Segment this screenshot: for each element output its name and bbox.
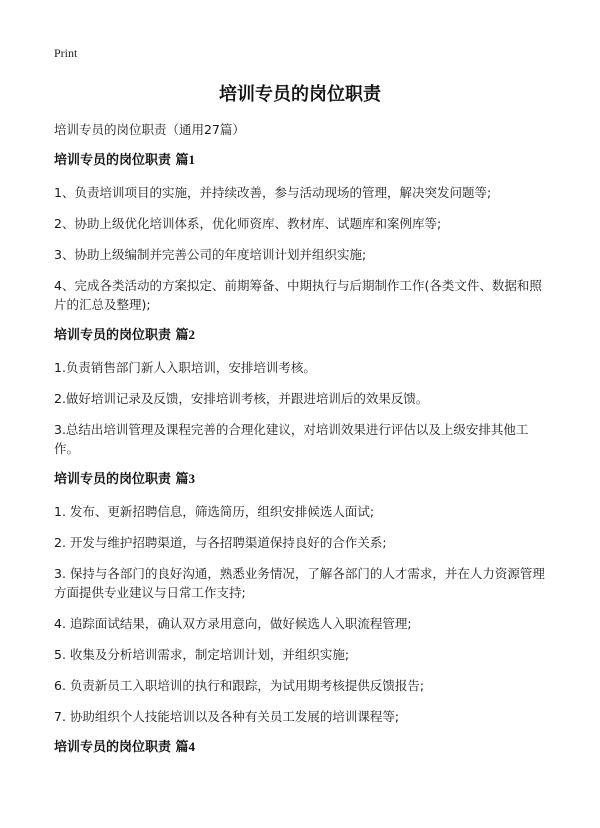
list-item: 4. 追踪面试结果，确认双方录用意向，做好候选人入职流程管理; [54, 616, 412, 631]
list-item: 2.做好培训记录及反馈，安排培训考核，并跟进培训后的效果反馈。 [54, 391, 429, 406]
list-item: 1、负责培训项目的实施，并持续改善，参与活动现场的管理，解决突发问题等; [54, 185, 492, 200]
print-label: Print [54, 46, 78, 60]
section-heading-suffix: 篇2 [175, 327, 196, 342]
section-1 [54, 151, 548, 314]
list-item: 2. 开发与维护招聘渠道，与各招聘渠道保持良好的合作关系; [54, 535, 387, 550]
intro-line: 培训专员的岗位职责（通用27篇） [54, 122, 245, 137]
list-item: 2、协助上级优化培训体系，优化师资库、教材库、试题库和案例库等; [54, 216, 442, 231]
list-item: 1.负责销售部门新人入职培训，安排培训考核。 [54, 360, 316, 375]
section-heading [54, 470, 548, 489]
section-heading [54, 326, 548, 345]
section-heading [54, 151, 548, 170]
section-heading-text: 培训专员的岗位职责 [54, 153, 172, 168]
list-item: 3、协助上级编制并完善公司的年度培训计划并组织实施; [54, 247, 367, 262]
document-body [54, 121, 548, 770]
list-item: 7. 协助组织个人技能培训以及各种有关员工发展的培训课程等; [54, 709, 400, 724]
section-heading-text: 培训专员的岗位职责 [54, 740, 172, 755]
list-item: 3. 保持与各部门的良好沟通，熟悉业务情况，了解各部门的人才需求，并在人力资源管理方面提供专业建议与日常工作支持; [54, 566, 545, 600]
section-3 [54, 470, 548, 726]
section-heading-text: 培训专员的岗位职责 [54, 328, 172, 343]
list-item: 3.总结出培训管理及课程完善的合理化建议，对培训效果进行评估以及上级安排其他工作。 [54, 422, 529, 456]
section-heading-suffix: 篇1 [175, 152, 196, 167]
section-heading-suffix: 篇4 [175, 739, 196, 754]
list-item: 5. 收集及分析培训需求，制定培训计划，并组织实施; [54, 647, 350, 662]
section-2 [54, 326, 548, 458]
document-title: 培训专员的岗位职责 [219, 84, 381, 105]
section-heading [54, 738, 548, 757]
list-item: 6. 负责新员工入职培训的执行和跟踪，为试用期考核提供反馈报告; [54, 678, 425, 693]
list-item: 4、完成各类活动的方案拟定、前期筹备、中期执行与后期制作工作(各类文件、数据和照片的汇总及整理); [54, 278, 542, 312]
list-item: 1. 发布、更新招聘信息，筛选简历，组织安排候选人面试; [54, 504, 375, 519]
section-4 [54, 738, 548, 757]
section-heading-text: 培训专员的岗位职责 [54, 472, 172, 487]
section-heading-suffix: 篇3 [175, 471, 196, 486]
